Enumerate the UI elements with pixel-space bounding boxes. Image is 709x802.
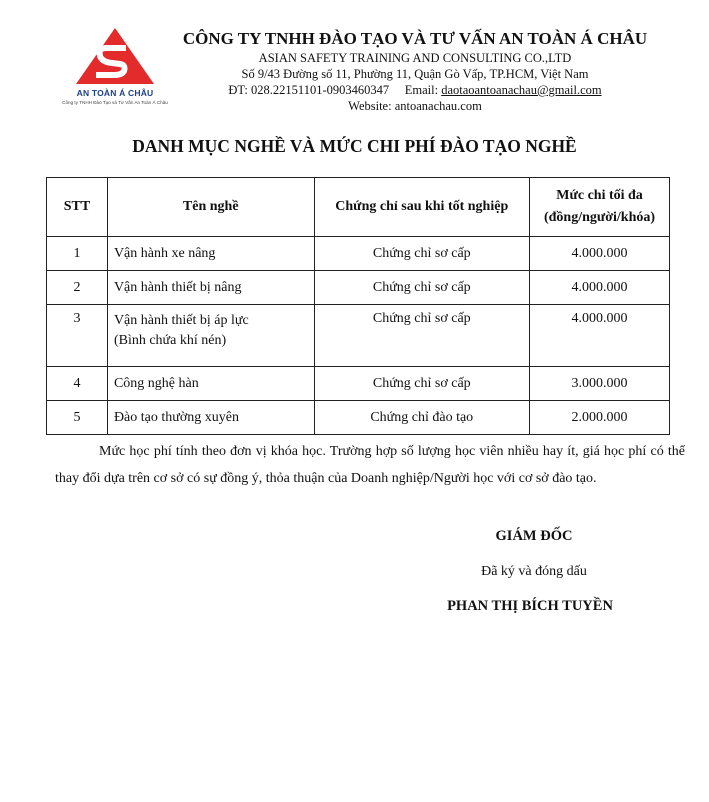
signature-status: Đã ký và đóng dấu (481, 564, 587, 579)
signer-name: PHAN THỊ BÍCH TUYỀN (447, 598, 613, 614)
logo-mark-icon (62, 24, 168, 88)
cell-cost: 2.000.000 (530, 401, 670, 435)
company-website[interactable]: Website: antoanachau.com (348, 99, 482, 113)
table-row (47, 237, 670, 271)
company-header (160, 28, 670, 114)
cell-stt: 5 (47, 401, 108, 435)
header-certificate: Chứng chỉ sau khi tốt nghiệp (314, 178, 530, 237)
cell-certificate: Chứng chỉ đào tạo (314, 401, 530, 435)
cell-cost: 4.000.000 (530, 305, 670, 367)
occupation-name-line1: Vận hành thiết bị áp lực (113, 313, 249, 328)
table-header-row (47, 178, 670, 237)
company-name: CÔNG TY TNHH ĐÀO TẠO VÀ TƯ VẤN AN TOÀN Á CHÂU (182, 29, 648, 48)
company-contact-line (160, 82, 670, 98)
table-row (47, 367, 670, 401)
occupation-cost-table (46, 177, 670, 435)
cell-certificate: Chứng chỉ sơ cấp (314, 237, 530, 271)
header-stt: STT (47, 178, 108, 237)
phone-line: ĐT: 028.22151101-0903460347 Email: (228, 83, 442, 97)
company-address: Số 9/43 Đường số 11, Phường 11, Quận Gò Vấp, TP.HCM, Việt Nam (241, 67, 589, 81)
fee-note-paragraph: Mức học phí tính theo đơn vị khóa học. Trường hợp số lượng học viên nhiều hay ít, giá học phí có thể thay đổi dựa trên cơ sở có sự đồng ý, thỏa thuận của Doanh nghiệp/Người học với cơ sở đào tạo. (55, 444, 685, 486)
cell-stt: 4 (47, 367, 108, 401)
header-occupation-name: Tên nghề (107, 178, 314, 237)
table-row (47, 305, 670, 367)
table-row (47, 401, 670, 435)
cell-certificate: Chứng chỉ sơ cấp (314, 305, 530, 367)
cell-stt: 2 (47, 271, 108, 305)
signer-role: GIÁM ĐỐC (495, 528, 573, 544)
cell-occupation-name: Vận hành xe nâng (107, 237, 314, 271)
company-name-en: ASIAN SAFETY TRAINING AND CONSULTING CO.,LTD (258, 51, 572, 65)
cell-stt: 1 (47, 237, 108, 271)
cell-occupation-name: Vận hành thiết bị nâng (107, 271, 314, 305)
document-title: DANH MỤC NGHỀ VÀ MỨC CHI PHÍ ĐÀO TẠO NGHỀ (132, 136, 577, 156)
logo-brand-text: AN TOÀN Á CHÂU (76, 88, 154, 98)
cell-cost: 4.000.000 (530, 271, 670, 305)
table-row (47, 271, 670, 305)
company-logo (62, 24, 168, 110)
cell-occupation-name: Công nghệ hàn (107, 367, 314, 401)
logo-subtitle-text: Công ty TNHH Đào Tạo và Tư Vấn An Toàn Á Châu (62, 100, 168, 105)
occupation-name-line2: (Bình chứa khí nén) (113, 333, 227, 348)
email-link[interactable]: daotaoantoanachau@gmail.com (441, 83, 602, 97)
cell-certificate: Chứng chỉ sơ cấp (314, 367, 530, 401)
cell-occupation-name (107, 305, 314, 367)
cell-cost: 3.000.000 (530, 367, 670, 401)
header-cost-line1: Mức chi tối đa (556, 188, 643, 203)
header-cost-line2: (đồng/người/khóa) (543, 210, 656, 225)
header-max-cost (530, 178, 670, 237)
cell-occupation-name: Đào tạo thường xuyên (107, 401, 314, 435)
cell-stt: 3 (47, 305, 108, 367)
cell-cost: 4.000.000 (530, 237, 670, 271)
cell-certificate: Chứng chỉ sơ cấp (314, 271, 530, 305)
